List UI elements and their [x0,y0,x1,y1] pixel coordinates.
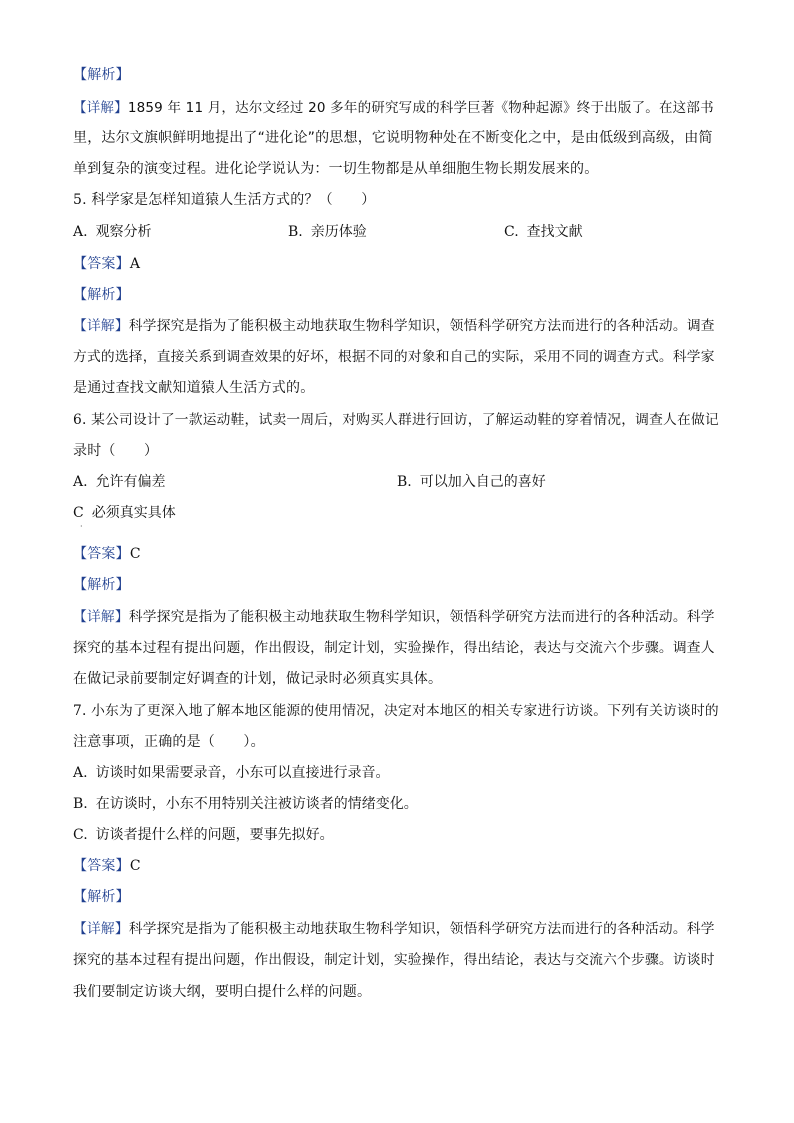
option-text: 亲历体验 [310,224,367,240]
detail-text: 科学探究是指为了能积极主动地获取生物科学知识，领悟科学研究方法而进行的各种活动。调查 [128,318,715,334]
analysis-tag: 【解析】 [73,287,130,303]
detail-text: 科学探究是指为了能积极主动地获取生物科学知识，领悟科学研究方法而进行的各种活动。科学 [128,609,715,625]
question-number: 5. [73,192,87,208]
option-text: 观察分析 [95,224,152,240]
q7-detail-line-2: 探究的基本过程有提出问题，作出假设，制定计划，实验操作，得出结论，表达与交流六个步骤。访谈时 [73,952,715,968]
q6-option-a [73,472,166,492]
option-text: 查找文献 [526,224,583,240]
q7-option-c [73,825,334,845]
question-number: 7. [73,703,87,719]
question-text: 某公司设计了一款运动鞋，试卖一周后，对购买人群进行回访，了解运动鞋的穿着情况，调查人在做记 [91,412,719,428]
q7-option-b [73,794,418,814]
q5-detail-line-1 [73,316,723,336]
q6-answer [73,544,723,564]
option-letter: A. [73,474,88,490]
q5-option-b [288,222,367,242]
option-letter: A. [73,224,88,240]
option-letter: C. [504,224,519,240]
option-text: 必须真实具体 [91,505,176,521]
q6-analysis-heading [73,575,723,595]
option-text: 允许有偏差 [95,474,166,490]
q7-analysis-heading [73,887,723,907]
question-number: 6. [73,412,87,428]
option-text: 在访谈时，小东不用特别关注被访谈者的情绪变化。 [95,796,418,812]
question-text: 小东为了更深入地了解本地区能源的使用情况，决定对本地区的相关专家进行访谈。下列有关访谈时的 [91,703,719,719]
option-letter: A. [73,765,88,781]
q6-detail-line-3: 在做记录前要制定好调查的计划，做记录时必须真实具体。 [73,671,443,687]
analysis-tag: 【解析】 [73,889,130,905]
option-letter: C [73,505,84,521]
detail-text: 1859 年 11 月，达尔文经过 20 多年的研究写成的科学巨著《物种起源》终于出版了。在这部书 [127,100,714,116]
q6-stem-line-2: 录时（ ） [73,443,159,459]
q6-detail-line-1 [73,607,723,627]
q7-stem-line-2: 注意事项，正确的是（ ）。 [73,734,265,750]
option-text: 访谈者提什么样的问题，要事先拟好。 [95,827,334,843]
detail-tag: 【详解】 [73,921,129,937]
answer-tag: 【答案】 [73,858,130,874]
option-letter: C. [73,827,88,843]
option-letter: B. [288,224,303,240]
analysis-tag: 【解析】 [73,577,130,593]
answer-value: C [129,858,141,874]
option-letter: B. [73,796,88,812]
q5-detail-line-3: 是通过查找文献知道猿人生活方式的。 [73,380,315,396]
question-text: 科学家是怎样知道猿人生活方式的？（ ） [91,192,376,208]
detail-tag: 【详解】 [73,318,129,334]
q4-analysis-heading [73,65,723,85]
q7-option-a [73,763,390,783]
q6-option-c [73,503,176,523]
q5-detail-line-2: 方式的选择，直接关系到调查效果的好坏，根据不同的对象和自己的实际，采用不同的调查方式。科学家 [73,349,715,365]
q7-answer [73,856,723,876]
option-letter: B. [397,474,412,490]
q5-stem [73,190,723,210]
q4-detail-line-3: 单到复杂的演变过程。进化论学说认为：一切生物都是从单细胞生物长期发展来的。 [73,161,599,177]
q7-stem-line-1 [73,701,723,721]
option-text: 访谈时如果需要录音，小东可以直接进行录音。 [95,765,390,781]
q7-detail-line-3: 我们要制定访谈大纲，要明白提什么样的问题。 [73,984,372,1000]
q5-analysis-heading [73,285,723,305]
q6-detail-line-2: 探究的基本过程有提出问题，作出假设，制定计划，实验操作，得出结论，表达与交流六个步骤。调查人 [73,640,715,656]
answer-value: A [129,256,141,272]
stray-dot: · [80,522,83,531]
q5-option-c [504,222,583,242]
answer-tag: 【答案】 [73,546,130,562]
analysis-tag: 【解析】 [73,67,130,83]
q6-option-b [397,472,546,492]
detail-tag: 【详解】 [73,100,128,116]
answer-value: C [129,546,141,562]
q5-answer [73,254,723,274]
answer-tag: 【答案】 [73,256,130,272]
detail-text: 科学探究是指为了能积极主动地获取生物科学知识，领悟科学研究方法而进行的各种活动。科学 [128,921,715,937]
q7-detail-line-1 [73,919,723,939]
q4-detail-line-1 [73,98,723,118]
q6-stem-line-1 [73,410,723,430]
detail-tag: 【详解】 [73,609,129,625]
q5-option-a [73,222,152,242]
q4-detail-line-2: 里，达尔文旗帜鲜明地提出了“进化论”的思想，它说明物种处在不断变化之中，是由低级到高级，由简 [73,130,713,146]
option-text: 可以加入自己的喜好 [419,474,546,490]
